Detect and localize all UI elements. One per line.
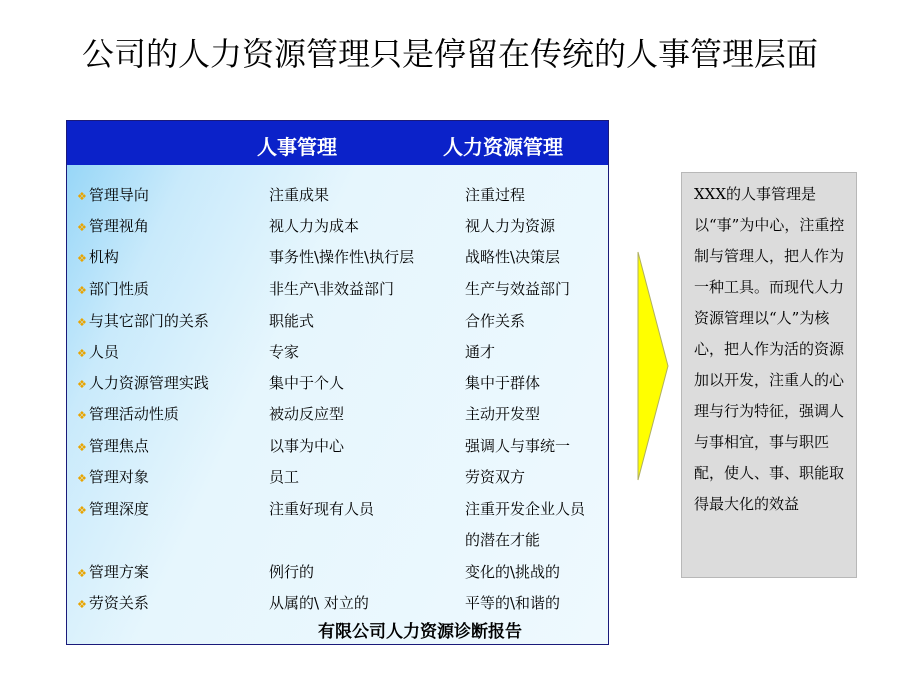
hr-admin-cell: 集中于个人: [269, 374, 345, 392]
row-label: ❖ 人力资源管理实践: [77, 374, 209, 392]
row-label: ❖ 管理焦点: [77, 437, 149, 455]
hr-admin-cell: 非生产\非效益部门: [269, 280, 395, 298]
diamond-bullet-icon: ❖: [77, 190, 87, 203]
table-row: [67, 247, 608, 275]
diamond-bullet-icon: ❖: [77, 504, 87, 517]
hr-admin-cell: 从属的\ 对立的: [269, 594, 369, 612]
hr-admin-cell: 视人力为成本: [269, 217, 360, 235]
diamond-bullet-icon: ❖: [77, 409, 87, 422]
hrm-cell: 强调人与事统一: [465, 437, 571, 455]
hrm-cell: 劳资双方: [465, 468, 526, 486]
diamond-bullet-icon: ❖: [77, 316, 87, 329]
hr-admin-cell: 专家: [269, 343, 300, 361]
table-row: [67, 467, 608, 495]
table-row: [67, 216, 608, 244]
footer-text: 有限公司人力资源诊断报告: [318, 622, 522, 642]
table-row: [67, 404, 608, 432]
hrm-cell: 视人力为资源: [465, 217, 556, 235]
diamond-bullet-icon: ❖: [77, 472, 87, 485]
header-hr-admin: 人事管理: [257, 135, 337, 159]
row-label: ❖ 管理深度: [77, 500, 149, 518]
table-row: [67, 342, 608, 370]
hrm-cell: 主动开发型: [465, 405, 541, 423]
diamond-bullet-icon: ❖: [77, 347, 87, 360]
summary-note: XXX的人事管理是以“事”为中心，注重控制与管理人，把人作为一种工具。而现代人力资源管理以“人”为核心，把人作为活的资源加以开发，注重人的心理与行为特征，强调人与事相宜，事与职匹配，使人、事、职能取得最大化的效益: [681, 172, 857, 578]
hrm-cell: 注重过程: [465, 186, 526, 204]
comparison-table: [66, 120, 609, 645]
hrm-cell: 战略性\决策层: [465, 248, 561, 266]
table-row: [67, 185, 608, 213]
hr-admin-cell: 例行的: [269, 563, 315, 581]
table-header: [67, 121, 608, 165]
row-label: ❖ 劳资关系: [77, 594, 149, 612]
row-label: ❖ 机构: [77, 248, 119, 266]
table-row: [67, 373, 608, 401]
hr-admin-cell: 事务性\操作性\执行层: [269, 248, 415, 266]
row-label: ❖ 与其它部门的关系: [77, 312, 209, 330]
arrow-right-icon: [636, 250, 670, 482]
hrm-cell: 生产与效益部门: [465, 280, 571, 298]
diamond-bullet-icon: ❖: [77, 598, 87, 611]
table-row: [67, 562, 608, 590]
header-hrm: 人力资源管理: [443, 135, 563, 159]
hrm-cell: 集中于群体: [465, 374, 541, 392]
row-label: ❖ 部门性质: [77, 280, 149, 298]
table-row: [67, 436, 608, 464]
table-row: [67, 499, 608, 549]
row-label: ❖ 管理对象: [77, 468, 149, 486]
row-label: ❖ 管理导向: [77, 186, 149, 204]
hrm-cell: 通才: [465, 343, 496, 361]
hrm-cell: 变化的\挑战的: [465, 563, 561, 581]
row-label: ❖ 管理活动性质: [77, 405, 179, 423]
hr-admin-cell: 职能式: [269, 312, 315, 330]
hr-admin-cell: 注重好现有人员: [269, 500, 375, 518]
diamond-bullet-icon: ❖: [77, 284, 87, 297]
hr-admin-cell: 以事为中心: [269, 437, 345, 455]
table-row: [67, 279, 608, 307]
hrm-cell: 注重开发企业人员的潜在才能: [465, 500, 586, 549]
hr-admin-cell: 员工: [269, 468, 300, 486]
row-label: ❖ 管理视角: [77, 217, 149, 235]
hr-admin-cell: 被动反应型: [269, 405, 345, 423]
hrm-cell: 合作关系: [465, 312, 526, 330]
diamond-bullet-icon: ❖: [77, 441, 87, 454]
hr-admin-cell: 注重成果: [269, 186, 330, 204]
diamond-bullet-icon: ❖: [77, 252, 87, 265]
table-row: [67, 311, 608, 339]
page-title: 公司的人力资源管理只是停留在传统的人事管理层面: [81, 35, 818, 73]
hrm-cell: 平等的\和谐的: [465, 594, 561, 612]
row-label: ❖ 人员: [77, 343, 119, 361]
diamond-bullet-icon: ❖: [77, 221, 87, 234]
diamond-bullet-icon: ❖: [77, 378, 87, 391]
table-row: [67, 593, 608, 621]
row-label: ❖ 管理方案: [77, 563, 149, 581]
diamond-bullet-icon: ❖: [77, 567, 87, 580]
